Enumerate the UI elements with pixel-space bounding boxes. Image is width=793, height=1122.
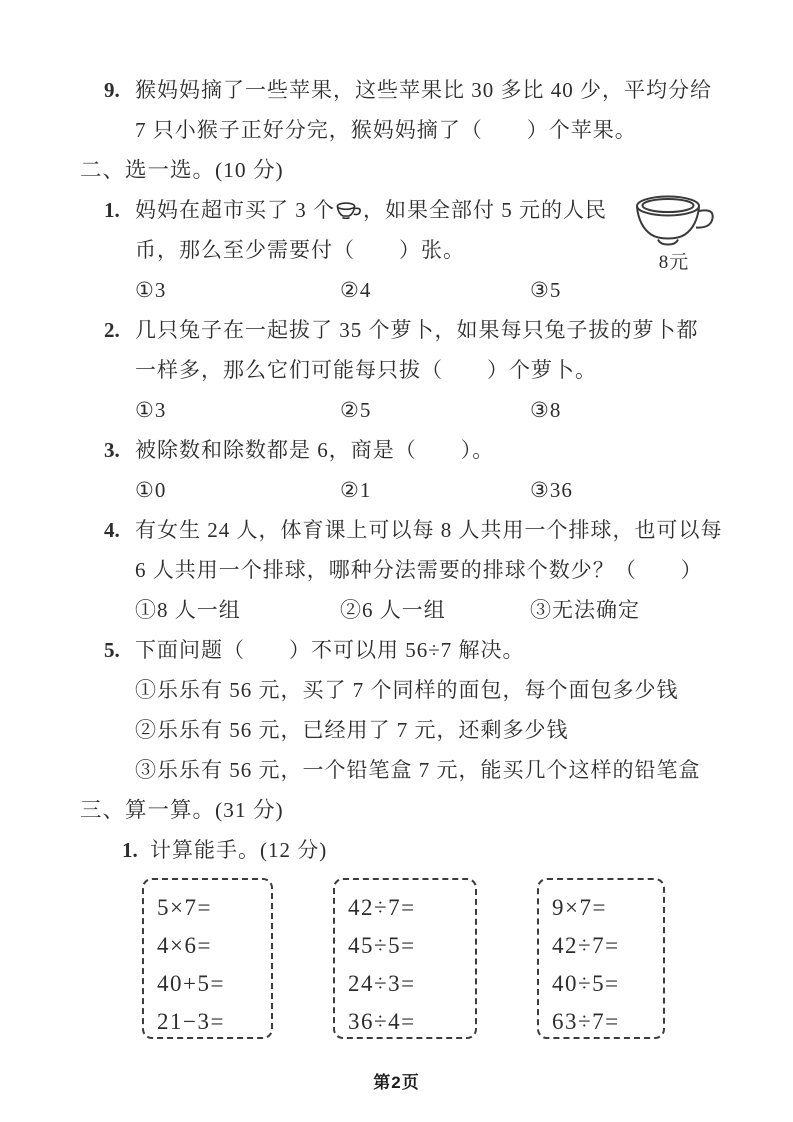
calc-subsection-title: [80, 830, 740, 870]
question-9-number: 9.: [104, 78, 120, 102]
question-9-line-2: 7 只小猴子正好分完，猴妈妈摘了（ ）个苹果。: [135, 118, 637, 142]
question-choose-4-options: [135, 590, 740, 630]
question-choose-5-option-2: ②乐乐有 56 元，已经用了 7 元，还剩多少钱: [135, 718, 569, 742]
teacup-icon: [336, 192, 362, 232]
question-choose-2-options: [135, 390, 740, 430]
option-1: ①0: [135, 478, 167, 502]
question-choose-3-number: 3.: [104, 438, 120, 462]
option-1: ①8 人一组: [135, 598, 241, 622]
question-choose-4-line-2: 6 人共用一个排球，哪种分法需要的排球个数少？（ ）: [135, 558, 703, 582]
question-choose-2-text: 几只兔子在一起拔了 35 个萝卜，如果每只兔子拔的萝卜都: [135, 318, 699, 342]
question-choose-3-options: [135, 470, 740, 510]
calc-box-1: [142, 878, 273, 1039]
question-choose-3-text: 被除数和除数都是 6，商是（ ）。: [135, 438, 495, 462]
question-choose-4-text: 有女生 24 人，体育课上可以每 8 人共用一个排球，也可以每: [135, 518, 723, 542]
question-choose-5: [80, 630, 740, 790]
option-1: ①3: [135, 278, 167, 302]
equation: 45÷5=: [348, 933, 416, 958]
question-choose-2-line-1: [104, 310, 740, 350]
question-choose-5-option-3: ③乐乐有 56 元，一个铅笔盒 7 元，能买几个这样的铅笔盒: [135, 758, 701, 782]
option-2: ②1: [340, 478, 372, 502]
question-choose-4-number: 4.: [104, 518, 120, 542]
question-choose-2-line-2: 一样多，那么它们可能每只拔（ ）个萝卜。: [135, 358, 597, 382]
section-calc-title: 三、算一算。(31 分): [80, 798, 284, 822]
question-choose-4-line-1: [104, 510, 740, 550]
question-choose-1-options: [135, 270, 740, 310]
question-choose-3-line-1: [104, 430, 740, 470]
equation: 63÷7=: [552, 1009, 620, 1034]
page-number: 第2页: [373, 1073, 420, 1092]
equation: 5×7=: [157, 895, 212, 920]
option-3: ③8: [530, 398, 562, 422]
calc-boxes-row: [142, 878, 740, 1046]
option-3: ③无法确定: [530, 598, 640, 622]
equation: 40+5=: [157, 971, 225, 996]
option-2: ②6 人一组: [340, 598, 446, 622]
equation: 36÷4=: [348, 1009, 416, 1034]
teacup-figure: [626, 194, 722, 276]
question-choose-5-text: 下面问题（ ）不可以用 56÷7 解决。: [135, 638, 525, 662]
question-9-text: 猴妈妈摘了一些苹果，这些苹果比 30 多比 40 少，平均分给: [135, 78, 712, 102]
question-choose-1-line-2: 币，那么至少需要付（ ）张。: [135, 238, 465, 262]
question-choose-3: [80, 430, 740, 510]
question-choose-5-option-1: ①乐乐有 56 元，买了 7 个同样的面包，每个面包多少钱: [135, 678, 679, 702]
question-choose-5-line-1: [104, 630, 740, 670]
question-choose-4: [80, 510, 740, 630]
question-choose-1-text-post: ，如果全部付 5 元的人民: [363, 198, 607, 222]
equation: 40÷5=: [552, 971, 620, 996]
question-choose-2: [80, 310, 740, 430]
question-choose-1-number: 1.: [104, 198, 120, 222]
equation: 24÷3=: [348, 971, 416, 996]
calc-subsection-number: 1.: [122, 838, 138, 862]
teacup-price-label: 8元: [658, 252, 690, 273]
calc-subsection-text: 计算能手。(12 分): [150, 838, 328, 862]
option-3: ③36: [530, 478, 573, 502]
question-choose-2-number: 2.: [104, 318, 120, 342]
section-choose-title: 二、选一选。(10 分): [80, 158, 284, 182]
equation: 42÷7=: [348, 895, 416, 920]
equation: 42÷7=: [552, 933, 620, 958]
calc-box-2: [333, 878, 477, 1039]
equation: 21−3=: [157, 1009, 225, 1034]
option-2: ②4: [340, 278, 372, 302]
equation: 9×7=: [552, 895, 607, 920]
option-3: ③5: [530, 278, 562, 302]
calc-box-3: [537, 878, 665, 1039]
equation: 4×6=: [157, 933, 212, 958]
option-2: ②5: [340, 398, 372, 422]
option-1: ①3: [135, 398, 167, 422]
question-choose-5-number: 5.: [104, 638, 120, 662]
question-9: [80, 70, 740, 150]
question-9-line-1: [104, 70, 740, 110]
question-choose-1-text-pre: 妈妈在超市买了 3 个: [135, 198, 335, 222]
